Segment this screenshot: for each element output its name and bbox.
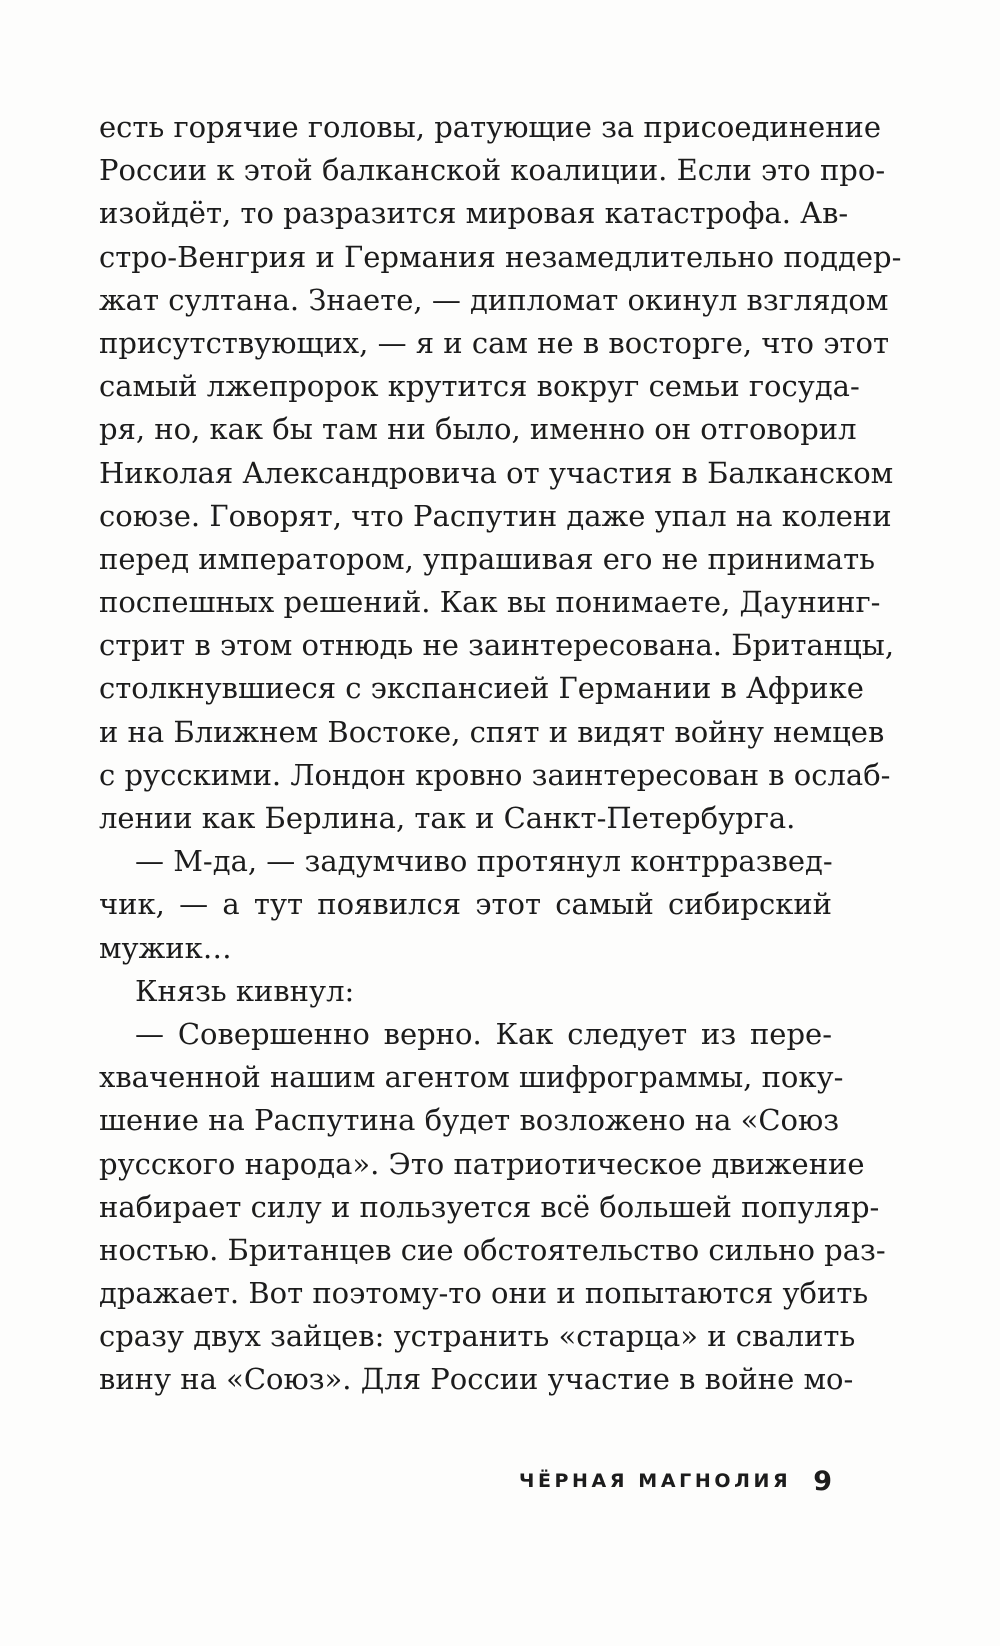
text-line: ностью. Британцев сие обстоятельство сильно раз- <box>99 1232 886 1267</box>
body-text <box>99 106 902 1402</box>
text-line: ря, но, как бы там ни было, именно он отговорил <box>99 412 857 447</box>
text-line: вину на «Союз». Для России участие в войне мо- <box>99 1362 854 1397</box>
text-line: — Совершенно верно. Как следует из пере- <box>135 1016 832 1051</box>
text-line: с русскими. Лондон кровно заинтересован в ослаб- <box>99 757 891 792</box>
page-number: 9 <box>813 1465 832 1497</box>
text-line: набирает силу и пользуется всё большей популяр- <box>99 1189 880 1224</box>
text-line: русского народа». Это патриотическое движение <box>99 1146 865 1181</box>
text-line: перед императором, упрашивая его не принимать <box>99 541 876 576</box>
text-line: жат султана. Знаете, — дипломат окинул взглядом <box>99 282 889 317</box>
text-line: самый лжепророк крутится вокруг семьи госуда- <box>99 369 860 404</box>
text-line: присутствующих, — я и сам не в восторге, что этот <box>99 325 889 360</box>
text-line: и на Ближнем Востоке, спят и видят войну немцев <box>99 714 885 749</box>
text-line: России к этой балканской коалиции. Если это про- <box>99 153 886 188</box>
text-line: сразу двух зайцев: устранить «старца» и свалить <box>99 1319 856 1354</box>
text-line: Князь кивнул: <box>135 973 355 1008</box>
text-line: — М-да, — задумчиво протянул контрразвед- <box>135 844 833 879</box>
text-line: хваченной нашим агентом шифрограммы, поку- <box>99 1060 844 1095</box>
text-line: стро-Венгрия и Германия незамедлительно поддер- <box>99 239 902 274</box>
text-line: чик, — а тут появился этот самый сибирский <box>99 887 832 922</box>
text-line: есть горячие головы, ратующие за присоединение <box>99 110 882 144</box>
text-line: поспешных решений. Как вы понимаете, Даунинг- <box>99 585 881 620</box>
text-line: столкнувшиеся с экспансией Германии в Африке <box>99 671 864 706</box>
text-line: шение на Распутина будет возложено на «Союз <box>99 1103 840 1138</box>
text-line: дражает. Вот поэтому-то они и попытаются убить <box>99 1276 869 1311</box>
running-title: ЧЁРНАЯ МАГНОЛИЯ <box>519 1470 792 1492</box>
page-footer <box>99 1464 832 1498</box>
text-line: изойдёт, то разразится мировая катастрофа. Ав- <box>99 196 849 231</box>
text-line: лении как Берлина, так и Санкт-Петербурга. <box>99 801 796 835</box>
text-line: Николая Александровича от участия в Балканском <box>99 455 894 490</box>
text-line: мужик… <box>99 930 232 965</box>
text-line: стрит в этом отнюдь не заинтересована. Британцы, <box>99 628 895 663</box>
text-line: союзе. Говорят, что Распутин даже упал на колени <box>99 498 892 533</box>
